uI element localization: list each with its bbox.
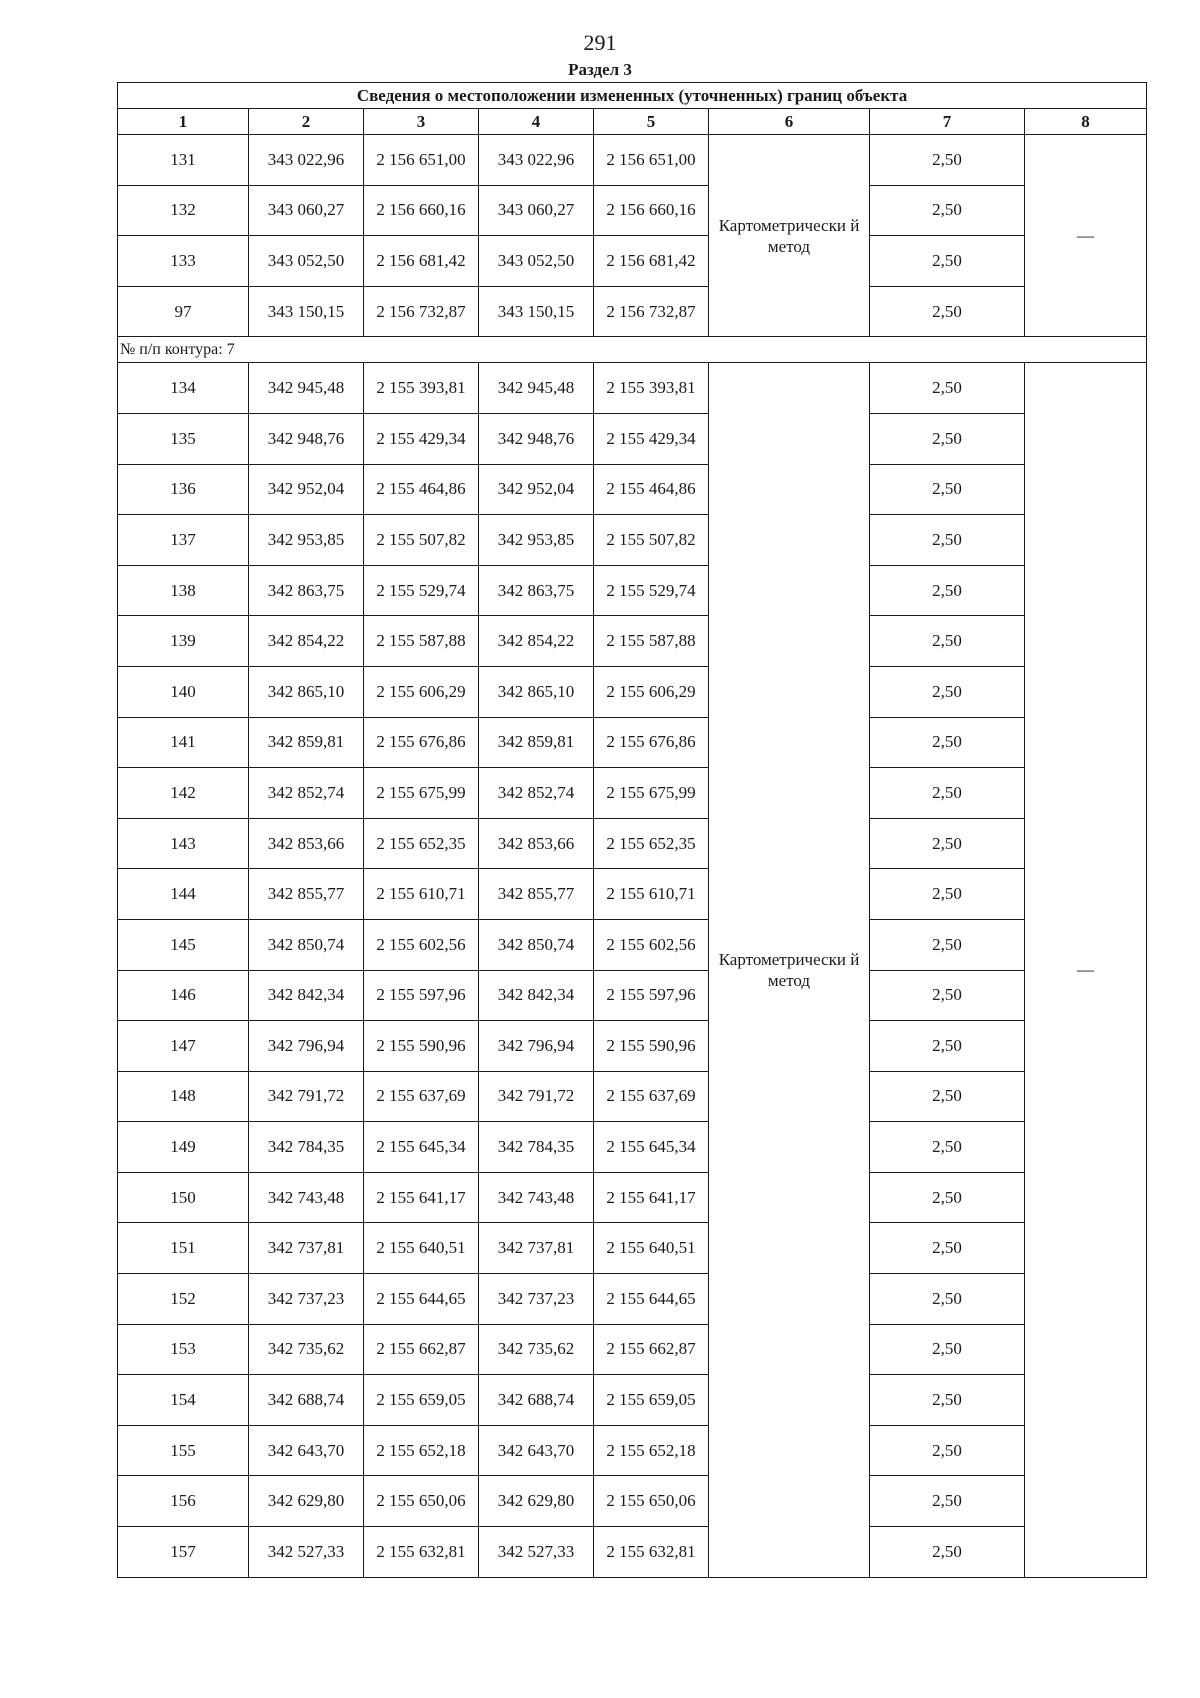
- y-refined-cell: 2 155 590,96: [594, 1021, 709, 1072]
- accuracy-cell: 2,50: [870, 185, 1025, 236]
- contour-row: [118, 337, 1147, 363]
- y-existing-cell: 2 155 644,65: [364, 1274, 479, 1325]
- table-row: [118, 970, 1147, 1021]
- x-refined-cell: 342 863,75: [479, 565, 594, 616]
- x-refined-cell: 343 060,27: [479, 185, 594, 236]
- point-number-cell: 139: [118, 616, 249, 667]
- accuracy-cell: 2,50: [870, 135, 1025, 186]
- x-refined-cell: 342 796,94: [479, 1021, 594, 1072]
- point-number-cell: 142: [118, 768, 249, 819]
- y-refined-cell: 2 155 675,99: [594, 768, 709, 819]
- y-refined-cell: 2 155 659,05: [594, 1375, 709, 1426]
- accuracy-cell: 2,50: [870, 919, 1025, 970]
- x-existing-cell: 342 842,34: [249, 970, 364, 1021]
- table-row: [118, 1476, 1147, 1527]
- accuracy-cell: 2,50: [870, 413, 1025, 464]
- table-row: [118, 1274, 1147, 1325]
- boundary-coordinates-table: [117, 82, 1147, 1578]
- point-number-cell: 141: [118, 717, 249, 768]
- point-number-cell: 149: [118, 1122, 249, 1173]
- table-row: [118, 1122, 1147, 1173]
- accuracy-cell: 2,50: [870, 1476, 1025, 1527]
- x-existing-cell: 342 688,74: [249, 1375, 364, 1426]
- y-refined-cell: 2 156 651,00: [594, 135, 709, 186]
- accuracy-cell: 2,50: [870, 363, 1025, 414]
- x-refined-cell: 342 953,85: [479, 515, 594, 566]
- table-body: [118, 135, 1147, 1578]
- y-refined-cell: 2 155 650,06: [594, 1476, 709, 1527]
- y-refined-cell: 2 155 640,51: [594, 1223, 709, 1274]
- x-refined-cell: 342 688,74: [479, 1375, 594, 1426]
- extra-cell: —: [1025, 135, 1147, 337]
- y-refined-cell: 2 155 587,88: [594, 616, 709, 667]
- point-number-cell: 133: [118, 236, 249, 287]
- y-refined-cell: 2 155 645,34: [594, 1122, 709, 1173]
- accuracy-cell: 2,50: [870, 464, 1025, 515]
- point-number-cell: 157: [118, 1527, 249, 1578]
- x-existing-cell: 342 853,66: [249, 818, 364, 869]
- page-number: 291: [583, 30, 617, 55]
- point-number-cell: 154: [118, 1375, 249, 1426]
- y-existing-cell: 2 155 507,82: [364, 515, 479, 566]
- point-number-cell: 134: [118, 363, 249, 414]
- x-existing-cell: 342 796,94: [249, 1021, 364, 1072]
- x-existing-cell: 342 743,48: [249, 1172, 364, 1223]
- point-number-cell: 143: [118, 818, 249, 869]
- y-refined-cell: 2 155 507,82: [594, 515, 709, 566]
- x-refined-cell: 342 842,34: [479, 970, 594, 1021]
- x-existing-cell: 342 791,72: [249, 1071, 364, 1122]
- y-existing-cell: 2 155 393,81: [364, 363, 479, 414]
- accuracy-cell: 2,50: [870, 565, 1025, 616]
- point-number-cell: 138: [118, 565, 249, 616]
- y-existing-cell: 2 155 637,69: [364, 1071, 479, 1122]
- y-existing-cell: 2 155 429,34: [364, 413, 479, 464]
- table-row: [118, 1324, 1147, 1375]
- table-row: [118, 768, 1147, 819]
- x-refined-cell: 342 854,22: [479, 616, 594, 667]
- x-existing-cell: 342 865,10: [249, 666, 364, 717]
- y-existing-cell: 2 156 681,42: [364, 236, 479, 287]
- y-existing-cell: 2 155 676,86: [364, 717, 479, 768]
- x-refined-cell: 343 150,15: [479, 286, 594, 337]
- y-refined-cell: 2 155 632,81: [594, 1527, 709, 1578]
- table-row: [118, 1223, 1147, 1274]
- table-row: [118, 565, 1147, 616]
- x-existing-cell: 342 527,33: [249, 1527, 364, 1578]
- point-number-cell: 153: [118, 1324, 249, 1375]
- extra-cell: —: [1025, 363, 1147, 1577]
- point-number-cell: 146: [118, 970, 249, 1021]
- accuracy-cell: 2,50: [870, 286, 1025, 337]
- x-refined-cell: 342 850,74: [479, 919, 594, 970]
- table-row: [118, 818, 1147, 869]
- y-existing-cell: 2 155 641,17: [364, 1172, 479, 1223]
- x-refined-cell: 342 948,76: [479, 413, 594, 464]
- table-row: [118, 185, 1147, 236]
- column-number: 6: [709, 109, 870, 135]
- accuracy-cell: 2,50: [870, 1223, 1025, 1274]
- y-refined-cell: 2 156 681,42: [594, 236, 709, 287]
- x-refined-cell: 343 022,96: [479, 135, 594, 186]
- table-row: [118, 363, 1147, 414]
- x-refined-cell: 342 737,23: [479, 1274, 594, 1325]
- x-refined-cell: 343 052,50: [479, 236, 594, 287]
- table-row: [118, 236, 1147, 287]
- method-cell: Картометрически й метод: [709, 135, 870, 337]
- accuracy-cell: 2,50: [870, 515, 1025, 566]
- x-existing-cell: 343 052,50: [249, 236, 364, 287]
- x-refined-cell: 342 855,77: [479, 869, 594, 920]
- column-number: 3: [364, 109, 479, 135]
- accuracy-cell: 2,50: [870, 1071, 1025, 1122]
- column-number: 1: [118, 109, 249, 135]
- x-existing-cell: 342 945,48: [249, 363, 364, 414]
- column-number: 8: [1025, 109, 1147, 135]
- column-number: 4: [479, 109, 594, 135]
- y-refined-cell: 2 155 662,87: [594, 1324, 709, 1375]
- x-existing-cell: 342 859,81: [249, 717, 364, 768]
- x-refined-cell: 342 784,35: [479, 1122, 594, 1173]
- y-refined-cell: 2 155 393,81: [594, 363, 709, 414]
- y-existing-cell: 2 155 659,05: [364, 1375, 479, 1426]
- point-number-cell: 135: [118, 413, 249, 464]
- point-number-cell: 132: [118, 185, 249, 236]
- table-row: [118, 464, 1147, 515]
- y-existing-cell: 2 155 597,96: [364, 970, 479, 1021]
- y-refined-cell: 2 155 602,56: [594, 919, 709, 970]
- accuracy-cell: 2,50: [870, 1425, 1025, 1476]
- point-number-cell: 137: [118, 515, 249, 566]
- y-existing-cell: 2 155 650,06: [364, 1476, 479, 1527]
- accuracy-cell: 2,50: [870, 818, 1025, 869]
- y-existing-cell: 2 155 632,81: [364, 1527, 479, 1578]
- accuracy-cell: 2,50: [870, 666, 1025, 717]
- y-existing-cell: 2 156 732,87: [364, 286, 479, 337]
- y-existing-cell: 2 155 652,35: [364, 818, 479, 869]
- x-refined-cell: 342 737,81: [479, 1223, 594, 1274]
- table-row: [118, 413, 1147, 464]
- x-existing-cell: 342 735,62: [249, 1324, 364, 1375]
- table-row: [118, 869, 1147, 920]
- x-existing-cell: 342 784,35: [249, 1122, 364, 1173]
- table-row: [118, 1425, 1147, 1476]
- accuracy-cell: 2,50: [870, 1375, 1025, 1426]
- table-row: [118, 1071, 1147, 1122]
- y-refined-cell: 2 155 676,86: [594, 717, 709, 768]
- y-existing-cell: 2 155 640,51: [364, 1223, 479, 1274]
- point-number-cell: 144: [118, 869, 249, 920]
- column-number: 7: [870, 109, 1025, 135]
- accuracy-cell: 2,50: [870, 1324, 1025, 1375]
- accuracy-cell: 2,50: [870, 1172, 1025, 1223]
- x-existing-cell: 342 952,04: [249, 464, 364, 515]
- x-existing-cell: 342 863,75: [249, 565, 364, 616]
- section-title: Раздел 3: [568, 60, 632, 79]
- x-existing-cell: 342 643,70: [249, 1425, 364, 1476]
- x-refined-cell: 342 853,66: [479, 818, 594, 869]
- x-refined-cell: 342 945,48: [479, 363, 594, 414]
- x-existing-cell: 342 737,81: [249, 1223, 364, 1274]
- y-refined-cell: 2 155 652,35: [594, 818, 709, 869]
- x-refined-cell: 342 735,62: [479, 1324, 594, 1375]
- x-existing-cell: 343 060,27: [249, 185, 364, 236]
- accuracy-cell: 2,50: [870, 869, 1025, 920]
- y-existing-cell: 2 156 660,16: [364, 185, 479, 236]
- y-existing-cell: 2 155 606,29: [364, 666, 479, 717]
- x-existing-cell: 342 850,74: [249, 919, 364, 970]
- x-existing-cell: 342 855,77: [249, 869, 364, 920]
- y-refined-cell: 2 155 641,17: [594, 1172, 709, 1223]
- x-refined-cell: 342 629,80: [479, 1476, 594, 1527]
- y-existing-cell: 2 155 587,88: [364, 616, 479, 667]
- table-row: [118, 1172, 1147, 1223]
- y-existing-cell: 2 155 645,34: [364, 1122, 479, 1173]
- accuracy-cell: 2,50: [870, 1527, 1025, 1578]
- point-number-cell: 151: [118, 1223, 249, 1274]
- accuracy-cell: 2,50: [870, 616, 1025, 667]
- point-number-cell: 150: [118, 1172, 249, 1223]
- y-existing-cell: 2 155 602,56: [364, 919, 479, 970]
- x-refined-cell: 342 865,10: [479, 666, 594, 717]
- accuracy-cell: 2,50: [870, 717, 1025, 768]
- x-existing-cell: 342 948,76: [249, 413, 364, 464]
- point-number-cell: 140: [118, 666, 249, 717]
- y-refined-cell: 2 155 644,65: [594, 1274, 709, 1325]
- table-caption: Сведения о местоположении измененных (уточненных) границ объекта: [118, 83, 1147, 109]
- x-refined-cell: 342 852,74: [479, 768, 594, 819]
- accuracy-cell: 2,50: [870, 768, 1025, 819]
- point-number-cell: 156: [118, 1476, 249, 1527]
- column-number: 5: [594, 109, 709, 135]
- x-existing-cell: 342 737,23: [249, 1274, 364, 1325]
- y-refined-cell: 2 155 637,69: [594, 1071, 709, 1122]
- accuracy-cell: 2,50: [870, 1021, 1025, 1072]
- method-cell: Картометрически й метод: [709, 363, 870, 1577]
- y-existing-cell: 2 155 529,74: [364, 565, 479, 616]
- y-existing-cell: 2 155 662,87: [364, 1324, 479, 1375]
- point-number-cell: 152: [118, 1274, 249, 1325]
- y-existing-cell: 2 155 675,99: [364, 768, 479, 819]
- table-row: [118, 1021, 1147, 1072]
- table-row: [118, 1375, 1147, 1426]
- y-refined-cell: 2 155 610,71: [594, 869, 709, 920]
- point-number-cell: 145: [118, 919, 249, 970]
- accuracy-cell: 2,50: [870, 1274, 1025, 1325]
- accuracy-cell: 2,50: [870, 236, 1025, 287]
- y-refined-cell: 2 155 597,96: [594, 970, 709, 1021]
- contour-label: № п/п контура: 7: [118, 337, 1147, 363]
- y-existing-cell: 2 155 610,71: [364, 869, 479, 920]
- x-existing-cell: 342 629,80: [249, 1476, 364, 1527]
- table-row: [118, 1527, 1147, 1578]
- x-refined-cell: 342 527,33: [479, 1527, 594, 1578]
- y-existing-cell: 2 155 590,96: [364, 1021, 479, 1072]
- x-refined-cell: 342 643,70: [479, 1425, 594, 1476]
- y-refined-cell: 2 155 606,29: [594, 666, 709, 717]
- table-row: [118, 919, 1147, 970]
- point-number-cell: 136: [118, 464, 249, 515]
- table-row: [118, 135, 1147, 186]
- table-row: [118, 666, 1147, 717]
- point-number-cell: 155: [118, 1425, 249, 1476]
- y-refined-cell: 2 156 732,87: [594, 286, 709, 337]
- table-row: [118, 717, 1147, 768]
- y-refined-cell: 2 155 652,18: [594, 1425, 709, 1476]
- point-number-cell: 147: [118, 1021, 249, 1072]
- table-row: [118, 616, 1147, 667]
- y-refined-cell: 2 156 660,16: [594, 185, 709, 236]
- accuracy-cell: 2,50: [870, 970, 1025, 1021]
- x-refined-cell: 342 743,48: [479, 1172, 594, 1223]
- point-number-cell: 148: [118, 1071, 249, 1122]
- y-existing-cell: 2 156 651,00: [364, 135, 479, 186]
- table-row: [118, 515, 1147, 566]
- y-refined-cell: 2 155 429,34: [594, 413, 709, 464]
- accuracy-cell: 2,50: [870, 1122, 1025, 1173]
- x-refined-cell: 342 952,04: [479, 464, 594, 515]
- y-existing-cell: 2 155 464,86: [364, 464, 479, 515]
- table-row: [118, 286, 1147, 337]
- x-existing-cell: 342 953,85: [249, 515, 364, 566]
- x-existing-cell: 342 852,74: [249, 768, 364, 819]
- x-refined-cell: 342 791,72: [479, 1071, 594, 1122]
- point-number-cell: 97: [118, 286, 249, 337]
- y-refined-cell: 2 155 529,74: [594, 565, 709, 616]
- y-existing-cell: 2 155 652,18: [364, 1425, 479, 1476]
- y-refined-cell: 2 155 464,86: [594, 464, 709, 515]
- x-existing-cell: 343 150,15: [249, 286, 364, 337]
- point-number-cell: 131: [118, 135, 249, 186]
- column-number: 2: [249, 109, 364, 135]
- x-existing-cell: 343 022,96: [249, 135, 364, 186]
- x-refined-cell: 342 859,81: [479, 717, 594, 768]
- x-existing-cell: 342 854,22: [249, 616, 364, 667]
